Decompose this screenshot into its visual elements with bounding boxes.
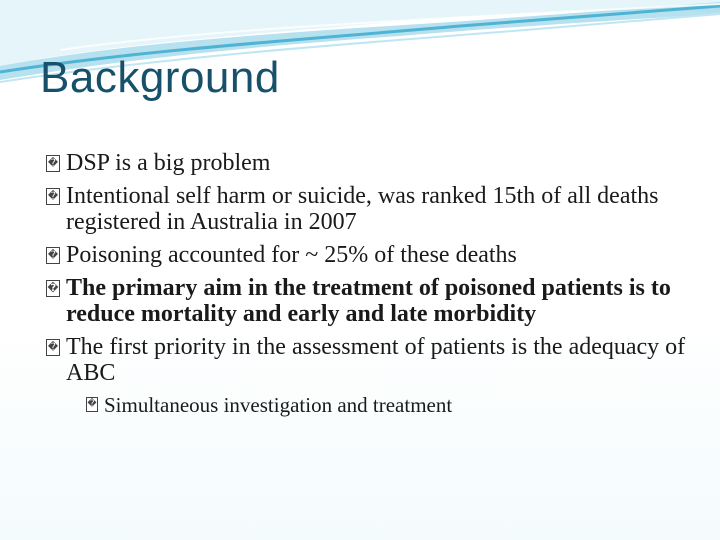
bullet-marker-icon: � xyxy=(46,247,60,264)
bullet-text: Simultaneous investigation and treatment xyxy=(104,393,453,417)
bullet-text: The first priority in the assessment of patients is the adequacy of ABC xyxy=(66,334,686,386)
sub-bullet-item xyxy=(86,393,686,417)
bullet-item-emphasis xyxy=(46,275,686,327)
bullet-marker-icon: � xyxy=(86,397,98,412)
bullet-item xyxy=(46,183,686,235)
bullet-list xyxy=(46,150,686,424)
bullet-marker-icon: � xyxy=(46,280,60,297)
bullet-item xyxy=(46,150,686,176)
bullet-item xyxy=(46,334,686,386)
bullet-item xyxy=(46,242,686,268)
bullet-text: The primary aim in the treatment of poisoned patients is to reduce mortality and early and late morbidity xyxy=(66,275,671,327)
bullet-text: Intentional self harm or suicide, was ranked 15th of all deaths registered in Australia in 2007 xyxy=(66,183,659,235)
bullet-text: DSP is a big problem xyxy=(66,150,271,176)
bullet-marker-icon: � xyxy=(46,188,60,205)
bullet-marker-icon: � xyxy=(46,339,60,356)
bullet-marker-icon: � xyxy=(46,155,60,172)
bullet-text: Poisoning accounted for ~ 25% of these deaths xyxy=(66,242,517,268)
slide-title: Background xyxy=(40,53,280,102)
